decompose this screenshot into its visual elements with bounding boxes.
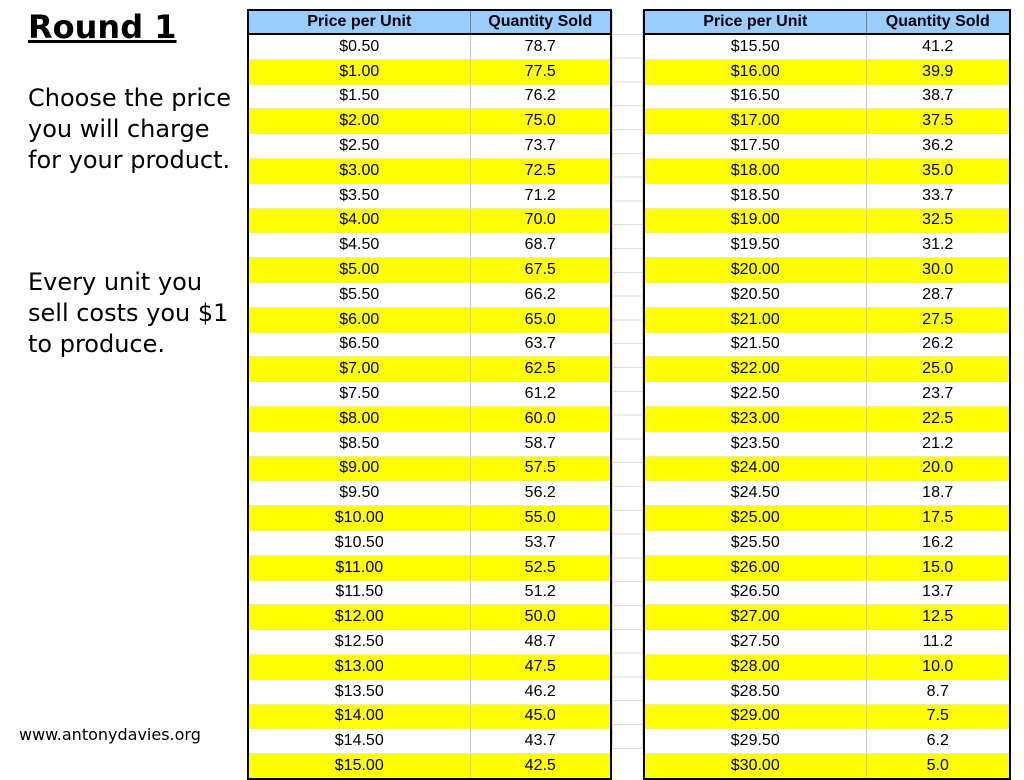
quantity-cell: 53.7: [470, 530, 611, 555]
price-cell: $15.00: [248, 754, 470, 779]
quantity-cell: 6.2: [866, 729, 1010, 754]
price-cell: $10.50: [248, 530, 470, 555]
price-cell: $7.50: [248, 382, 470, 407]
price-cell: $10.00: [248, 506, 470, 531]
quantity-cell: 27.5: [866, 307, 1010, 332]
quantity-cell: 58.7: [470, 431, 611, 456]
quantity-cell: 10.0: [866, 654, 1010, 679]
table-row: [644, 84, 1010, 109]
quantity-cell: 45.0: [470, 704, 611, 729]
price-cell: $29.00: [644, 704, 866, 729]
price-cell: $28.00: [644, 654, 866, 679]
price-cell: $12.00: [248, 605, 470, 630]
table-row: [248, 530, 611, 555]
table-row: [644, 406, 1010, 431]
price-cell: $18.50: [644, 183, 866, 208]
table-row: [644, 158, 1010, 183]
price-cell: $24.00: [644, 456, 866, 481]
quantity-cell: 22.5: [866, 406, 1010, 431]
quantity-cell: 57.5: [470, 456, 611, 481]
price-cell: $1.50: [248, 84, 470, 109]
quantity-cell: 25.0: [866, 357, 1010, 382]
quantity-cell: 33.7: [866, 183, 1010, 208]
price-cell: $13.50: [248, 679, 470, 704]
price-cell: $14.50: [248, 729, 470, 754]
table-row: [644, 630, 1010, 655]
quantity-cell: 23.7: [866, 382, 1010, 407]
price-cell: $29.50: [644, 729, 866, 754]
price-table-left: [247, 9, 612, 780]
price-cell: $19.50: [644, 233, 866, 258]
price-cell: $3.50: [248, 183, 470, 208]
quantity-cell: 46.2: [470, 679, 611, 704]
table-row: [644, 382, 1010, 407]
price-cell: $20.50: [644, 282, 866, 307]
price-cell: $25.00: [644, 506, 866, 531]
quantity-cell: 37.5: [866, 109, 1010, 134]
table-gap: [612, 11, 643, 749]
price-cell: $6.50: [248, 332, 470, 357]
price-cell: $11.50: [248, 580, 470, 605]
table-row: [248, 208, 611, 233]
table-row: [644, 456, 1010, 481]
quantity-cell: 28.7: [866, 282, 1010, 307]
instruction-cost: Every unit you sell costs you $1 to produce.: [28, 268, 229, 358]
price-cell: $2.00: [248, 109, 470, 134]
quantity-cell: 21.2: [866, 431, 1010, 456]
table-row: [644, 208, 1010, 233]
quantity-cell: 61.2: [470, 382, 611, 407]
quantity-cell: 55.0: [470, 506, 611, 531]
quantity-cell: 35.0: [866, 158, 1010, 183]
price-cell: $8.00: [248, 406, 470, 431]
table-row: [644, 332, 1010, 357]
quantity-cell: 15.0: [866, 555, 1010, 580]
table-row: [644, 704, 1010, 729]
price-cell: $28.50: [644, 679, 866, 704]
price-cell: $9.50: [248, 481, 470, 506]
price-cell: $22.50: [644, 382, 866, 407]
price-cell: $17.00: [644, 109, 866, 134]
quantity-cell: 8.7: [866, 679, 1010, 704]
table-row: [248, 382, 611, 407]
quantity-cell: 68.7: [470, 233, 611, 258]
price-cell: $2.50: [248, 134, 470, 159]
table-row: [644, 754, 1010, 779]
header-price-per-unit: Price per Unit: [248, 10, 470, 34]
table-row: [644, 357, 1010, 382]
quantity-cell: 16.2: [866, 530, 1010, 555]
quantity-cell: 47.5: [470, 654, 611, 679]
table-row: [644, 34, 1010, 59]
header-quantity-sold: Quantity Sold: [470, 10, 611, 34]
table-row: [248, 332, 611, 357]
quantity-cell: 77.5: [470, 59, 611, 84]
quantity-cell: 41.2: [866, 34, 1010, 59]
table-row: [644, 183, 1010, 208]
price-cell: $13.00: [248, 654, 470, 679]
table-row: [644, 59, 1010, 84]
price-cell: $23.50: [644, 431, 866, 456]
table-row: [248, 183, 611, 208]
quantity-cell: 32.5: [866, 208, 1010, 233]
quantity-cell: 38.7: [866, 84, 1010, 109]
price-cell: $21.50: [644, 332, 866, 357]
quantity-cell: 50.0: [470, 605, 611, 630]
quantity-cell: 78.7: [470, 34, 611, 59]
price-cell: $17.50: [644, 134, 866, 159]
quantity-cell: 30.0: [866, 258, 1010, 283]
quantity-cell: 51.2: [470, 580, 611, 605]
price-cell: $15.50: [644, 34, 866, 59]
quantity-cell: 63.7: [470, 332, 611, 357]
price-table-right: [643, 9, 1011, 780]
table-row: [644, 282, 1010, 307]
price-cell: $23.00: [644, 406, 866, 431]
price-cell: $20.00: [644, 258, 866, 283]
price-cell: $22.00: [644, 357, 866, 382]
quantity-cell: 17.5: [866, 506, 1010, 531]
quantity-cell: 7.5: [866, 704, 1010, 729]
quantity-cell: 12.5: [866, 605, 1010, 630]
quantity-cell: 66.2: [470, 282, 611, 307]
table-row: [248, 307, 611, 332]
table-row: [644, 729, 1010, 754]
price-cell: $14.00: [248, 704, 470, 729]
price-cell: $30.00: [644, 754, 866, 779]
table-row: [248, 357, 611, 382]
quantity-cell: 76.2: [470, 84, 611, 109]
price-cell: $25.50: [644, 530, 866, 555]
table-row: [248, 158, 611, 183]
table-row: [644, 109, 1010, 134]
quantity-cell: 13.7: [866, 580, 1010, 605]
website-credit: www.antonydavies.org: [19, 725, 201, 744]
price-cell: $19.00: [644, 208, 866, 233]
table-row: [644, 530, 1010, 555]
table-row: [644, 555, 1010, 580]
price-cell: $3.00: [248, 158, 470, 183]
quantity-cell: 18.7: [866, 481, 1010, 506]
page-title: Round 1: [28, 8, 177, 46]
quantity-cell: 39.9: [866, 59, 1010, 84]
table-row: [248, 754, 611, 779]
price-cell: $27.00: [644, 605, 866, 630]
table-row: [644, 431, 1010, 456]
quantity-cell: 11.2: [866, 630, 1010, 655]
table-row: [248, 282, 611, 307]
table-row: [644, 605, 1010, 630]
table-row: [248, 406, 611, 431]
quantity-cell: 73.7: [470, 134, 611, 159]
table-row: [248, 630, 611, 655]
price-cell: $5.50: [248, 282, 470, 307]
price-cell: $1.00: [248, 59, 470, 84]
quantity-cell: 71.2: [470, 183, 611, 208]
price-cell: $5.00: [248, 258, 470, 283]
quantity-cell: 52.5: [470, 555, 611, 580]
table-header-row: [248, 10, 611, 34]
table-row: [248, 456, 611, 481]
price-cell: $24.50: [644, 481, 866, 506]
quantity-cell: 56.2: [470, 481, 611, 506]
table-row: [248, 729, 611, 754]
price-cell: $18.00: [644, 158, 866, 183]
table-row: [644, 654, 1010, 679]
quantity-cell: 67.5: [470, 258, 611, 283]
table-row: [644, 233, 1010, 258]
price-cell: $11.00: [248, 555, 470, 580]
table-row: [248, 134, 611, 159]
quantity-cell: 5.0: [866, 754, 1010, 779]
price-cell: $6.00: [248, 307, 470, 332]
quantity-cell: 31.2: [866, 233, 1010, 258]
price-cell: $8.50: [248, 431, 470, 456]
price-cell: $9.00: [248, 456, 470, 481]
table-row: [644, 134, 1010, 159]
price-cell: $4.00: [248, 208, 470, 233]
table-row: [248, 679, 611, 704]
table-row: [248, 506, 611, 531]
price-cell: $16.50: [644, 84, 866, 109]
price-cell: $12.50: [248, 630, 470, 655]
table-row: [248, 59, 611, 84]
quantity-cell: 43.7: [470, 729, 611, 754]
table-row: [248, 109, 611, 134]
header-quantity-sold: Quantity Sold: [866, 10, 1010, 34]
price-cell: $4.50: [248, 233, 470, 258]
quantity-cell: 62.5: [470, 357, 611, 382]
price-cell: $27.50: [644, 630, 866, 655]
table-row: [248, 84, 611, 109]
quantity-cell: 72.5: [470, 158, 611, 183]
quantity-cell: 65.0: [470, 307, 611, 332]
quantity-cell: 75.0: [470, 109, 611, 134]
quantity-cell: 20.0: [866, 456, 1010, 481]
table-row: [248, 34, 611, 59]
quantity-cell: 42.5: [470, 754, 611, 779]
instruction-price: Choose the price you will charge for your product.: [28, 84, 231, 174]
table-row: [248, 431, 611, 456]
table-row: [248, 258, 611, 283]
table-header-row: [644, 10, 1010, 34]
quantity-cell: 48.7: [470, 630, 611, 655]
price-cell: $26.50: [644, 580, 866, 605]
quantity-cell: 60.0: [470, 406, 611, 431]
table-row: [248, 704, 611, 729]
price-cell: $0.50: [248, 34, 470, 59]
table-row: [644, 307, 1010, 332]
table-row: [644, 506, 1010, 531]
quantity-cell: 26.2: [866, 332, 1010, 357]
table-row: [248, 555, 611, 580]
table-row: [248, 605, 611, 630]
table-row: [248, 233, 611, 258]
table-row: [644, 258, 1010, 283]
quantity-cell: 70.0: [470, 208, 611, 233]
table-row: [248, 654, 611, 679]
table-row: [248, 481, 611, 506]
price-cell: $16.00: [644, 59, 866, 84]
quantity-cell: 36.2: [866, 134, 1010, 159]
price-cell: $26.00: [644, 555, 866, 580]
table-row: [248, 580, 611, 605]
table-row: [644, 481, 1010, 506]
price-cell: $7.00: [248, 357, 470, 382]
table-row: [644, 679, 1010, 704]
header-price-per-unit: Price per Unit: [644, 10, 866, 34]
price-cell: $21.00: [644, 307, 866, 332]
table-row: [644, 580, 1010, 605]
